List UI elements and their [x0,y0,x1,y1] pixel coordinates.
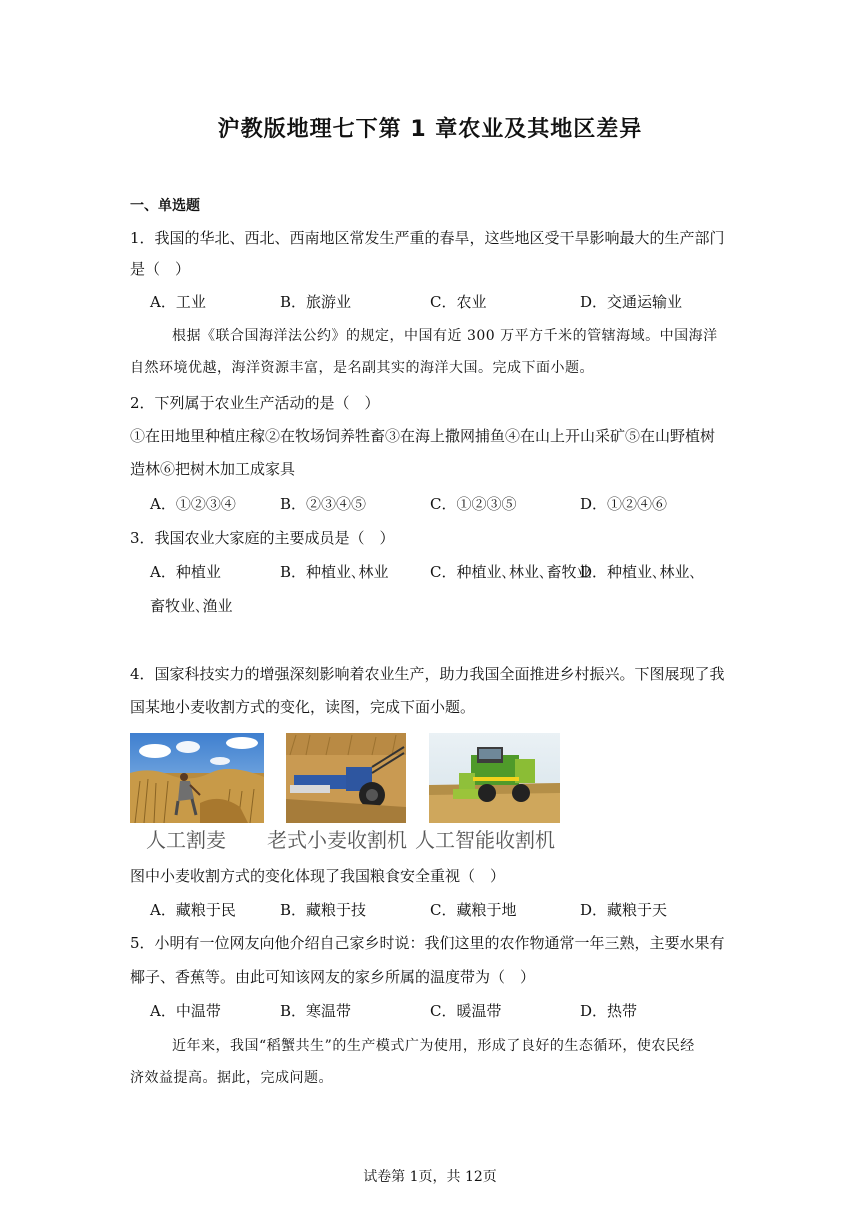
page-title: 沪教版地理七下第 1 章农业及其地区差异 [217,117,643,142]
q5-option-c[interactable]: C．暖温带 [430,1002,502,1020]
q3-option-c[interactable]: C．种植业､林业､畜牧业 [430,563,592,581]
q2-stem-line2: ①在田地里种植庄稼②在牧场饲养牲畜③在海上撒网捕鱼④在山上开山采矿⑤在山野植树 [130,427,716,445]
q1-stem-line1: 1．我国的华北、西北、西南地区常发生严重的春旱，这些地区受干旱影响最大的生产部门 [130,229,725,247]
q5-option-b[interactable]: B．寒温带 [280,1002,352,1020]
q2-option-a[interactable]: A．①②③④ [150,495,236,513]
caption-old-harvester: 老式小麦收割机 [267,828,407,852]
q1-option-c[interactable]: C．农业 [430,293,487,311]
photo-manual-harvest [130,733,264,823]
q1-stem-line2: 是（ ） [130,260,191,278]
passage1-line2: 自然环境优越，海洋资源丰富，是名副其实的海洋大国。完成下面小题。 [130,360,594,376]
q5-stem-line2: 椰子、香蕉等。由此可知该网友的家乡所属的温度带为（ ） [130,968,536,986]
q5-option-d[interactable]: D．热带 [580,1002,638,1020]
passage2-line2: 济效益提高。据此，完成问题。 [130,1070,333,1086]
photo-old-harvester [286,733,406,823]
q2-stem-line1: 2．下列属于农业生产活动的是（ ） [130,394,380,412]
q4-option-a[interactable]: A．藏粮于民 [150,901,236,919]
caption-manual-harvest: 人工割麦 [146,828,226,852]
section-heading: 一、单选题 [130,198,200,214]
q3-option-a[interactable]: A．种植业 [150,563,221,581]
photo-ai-harvester [429,733,560,823]
q1-option-d[interactable]: D．交通运输业 [580,293,683,311]
q2-option-b[interactable]: B．②③④⑤ [280,495,367,513]
q5-option-a[interactable]: A．中温带 [150,1002,221,1020]
q3-option-d-continued: 畜牧业､渔业 [150,597,233,615]
q4-stem-line2: 国某地小麦收割方式的变化，读图，完成下面小题。 [130,698,476,716]
caption-ai-harvester: 人工智能收割机 [415,828,555,852]
q5-stem-line1: 5．小明有一位网友向他介绍自己家乡时说：我们这里的农作物通常一年三熟，主要水果有 [130,934,725,952]
passage2-line1: 近年来，我国“稻蟹共生”的生产模式广为使用，形成了良好的生态循环，使农民经 [172,1038,695,1054]
q1-option-b[interactable]: B．旅游业 [280,293,352,311]
q3-stem: 3．我国农业大家庭的主要成员是（ ） [130,529,395,547]
q2-stem-line3: 造林⑥把树木加工成家具 [130,460,296,478]
q2-option-d[interactable]: D．①②④⑥ [580,495,668,513]
q4-option-c[interactable]: C．藏粮于地 [430,901,517,919]
passage1-line1: 根据《联合国海洋法公约》的规定，中国有近 300 万平方千米的管辖海域。中国海洋 [172,328,718,344]
q4-stem-question: 图中小麦收割方式的变化体现了我国粮食安全重视（ ） [130,867,506,885]
q1-option-a[interactable]: A．工业 [150,293,206,311]
q4-stem-line1: 4．国家科技实力的增强深刻影响着农业生产，助力我国全面推进乡村振兴。下图展现了我 [130,665,725,683]
q3-option-b[interactable]: B．种植业､林业 [280,563,389,581]
q3-option-d[interactable]: D．种植业､林业､ [580,563,698,581]
page-footer: 试卷第 1页，共 12页 [363,1169,497,1185]
q2-option-c[interactable]: C．①②③⑤ [430,495,517,513]
q4-option-b[interactable]: B．藏粮于技 [280,901,367,919]
q4-option-d[interactable]: D．藏粮于天 [580,901,668,919]
